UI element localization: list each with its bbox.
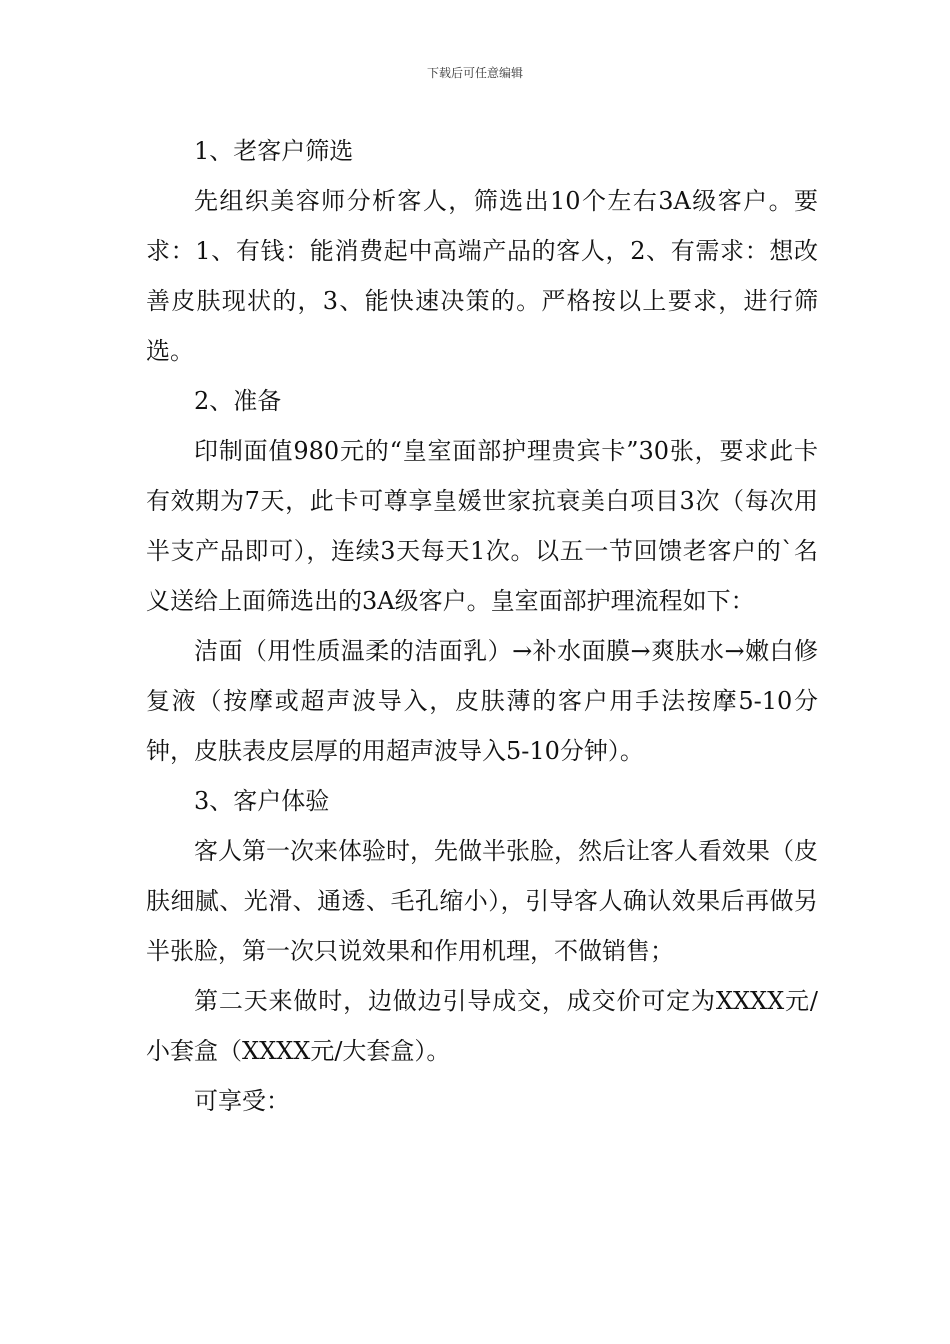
paragraph-second-visit: 第二天来做时，边做边引导成交，成交价可定为XXXX元/小套盒（XXXX元/大套盒）。 [146, 987, 818, 1065]
page-header-note: 下载后可任意编辑 [426, 66, 523, 80]
paragraph-screening-requirements: 先组织美容师分析客人，筛选出10个左右3A级客户。要求：1、有钱：能消费起中高端产品的客人，2、有需求：想改善皮肤现状的，3、能快速决策的。严格按以上要求，进行筛选。 [146, 187, 818, 365]
paragraph-vip-card: 印制面值980元的“皇室面部护理贵宾卡”30张，要求此卡有效期为7天，此卡可尊享皇媛世家抗衰美白项目3次（每次用半支产品即可），连续3天每天1次。以五一节回馈老客户的`名义送给上面筛选出的3A级客户。皇室面部护理流程如下： [146, 437, 818, 615]
document-body [146, 126, 818, 1126]
paragraph-first-visit: 客人第一次来体验时，先做半张脸，然后让客人看效果（皮肤细腻、光滑、通透、毛孔缩小），引导客人确认效果后再做另半张脸，第一次只说效果和作用机理，不做销售； [146, 837, 818, 965]
section-heading-customer-screening: 1、老客户筛选 [194, 137, 354, 165]
section-heading-customer-experience: 3、客户体验 [194, 787, 330, 815]
paragraph-care-process: 洁面（用性质温柔的洁面乳）→补水面膜→爽肤水→嫩白修复液（按摩或超声波导入，皮肤薄的客户用手法按摩5-10分钟，皮肤表皮层厚的用超声波导入5-10分钟）。 [146, 637, 818, 765]
section-heading-preparation: 2、准备 [194, 387, 282, 415]
paragraph-benefits: 可享受： [194, 1087, 290, 1115]
